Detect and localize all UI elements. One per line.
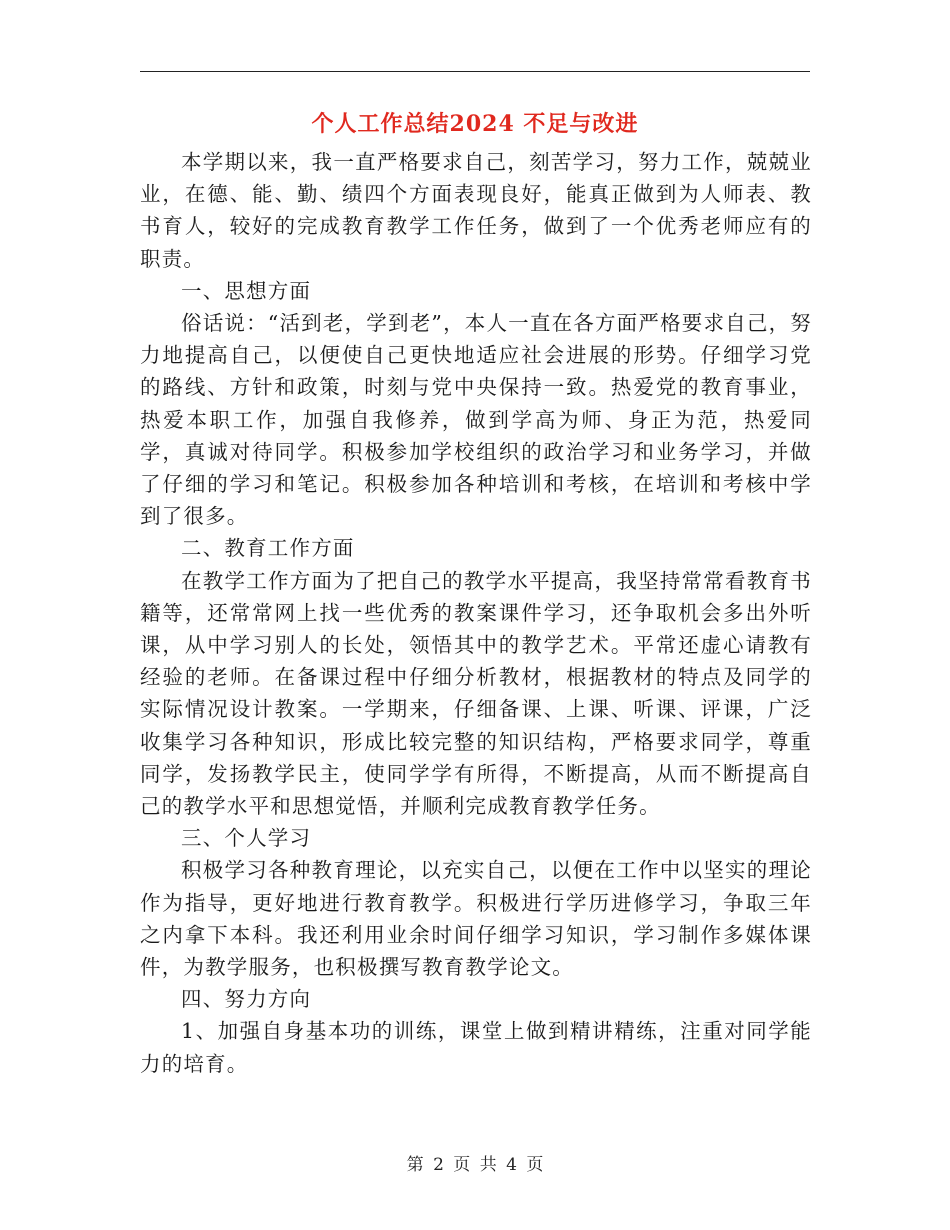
- section-heading-thought: 一、思想方面: [181, 278, 312, 303]
- study-paragraph: 积极学习各种教育理论，以充实自己，以便在工作中以坚实的理论作为指导，更好地进行教育教学。积极进行学历进修学习，争取三年之内拿下本科。我还利用业余时间仔细学习知识，学习制作多媒体课件，为教学服务，也积极撰写教育教学论文。: [140, 858, 812, 980]
- section-heading-direction: 四、努力方向: [181, 987, 312, 1012]
- header-rule: [140, 71, 810, 72]
- teaching-paragraph: 在教学工作方面为了把自己的教学水平提高，我坚持常常看教育书籍等，还常常网上找一些优秀的教案课件学习，还争取机会多出外听课，从中学习别人的长处，领悟其中的教学艺术。平常还虚心请教有经验的老师。在备课过程中仔细分析教材，根据教材的特点及同学的实际情况设计教案。一学期来，仔细备课、上课、听课、评课，广泛收集学习各种知识，形成比较完整的知识结构，严格要求同学，尊重同学，发扬教学民主，使同学学有所得，不断提高，从而不断提高自己的教学水平和思想觉悟，并顺利完成教育教学任务。: [140, 568, 812, 819]
- section-heading-study: 三、个人学习: [181, 826, 312, 851]
- page-number: 第 2 页 共 4 页: [406, 1155, 544, 1175]
- document-title: 个人工作总结2024 不足与改进: [311, 111, 639, 137]
- direction-item-1: 1、加强自身基本功的训练，课堂上做到精讲精练，注重对同学能力的培育。: [140, 1019, 812, 1076]
- intro-paragraph: 本学期以来，我一直严格要求自己，刻苦学习，努力工作，兢兢业业，在德、能、勤、绩四个方面表现良好，能真正做到为人师表、教书育人，较好的完成教育教学工作任务，做到了一个优秀老师应有的职责。: [140, 150, 812, 271]
- document-body: [140, 146, 812, 1080]
- section-heading-teaching: 二、教育工作方面: [181, 536, 355, 561]
- thought-paragraph: 俗话说：“活到老，学到老”，本人一直在各方面严格要求自己，努力地提高自己，以便使自己更快地适应社会进展的形势。仔细学习党的路线、方针和政策，时刻与党中央保持一致。热爱党的教育事业，热爱本职工作，加强自我修养，做到学高为师、身正为范，热爱同学，真诚对待同学。积极参加学校组织的政治学习和业务学习，并做了仔细的学习和笔记。积极参加各种培训和考核，在培训和考核中学到了很多。: [140, 311, 812, 529]
